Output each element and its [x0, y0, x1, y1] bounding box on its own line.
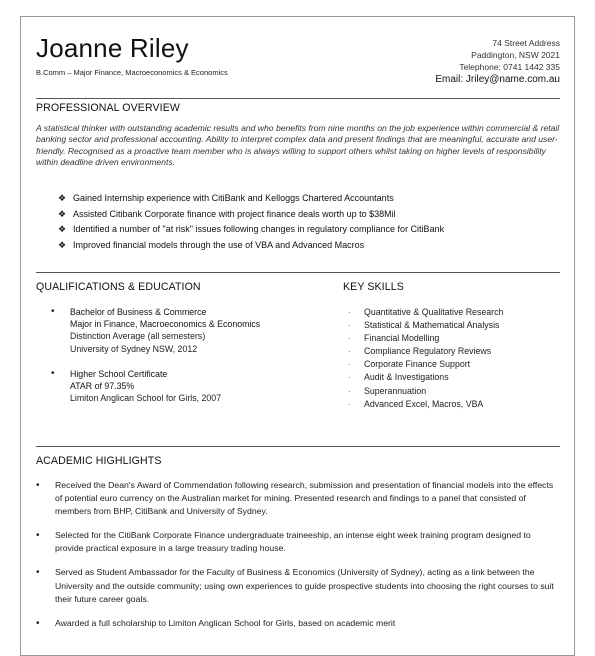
list-item: · Corporate Finance Support — [348, 358, 503, 371]
bullet-icon: · — [348, 347, 351, 357]
bullet-icon: • — [36, 530, 40, 542]
list-item: · Quantitative & Qualitative Research — [348, 306, 503, 319]
qualification-title: Higher School Certificate — [70, 368, 168, 379]
list-item: • Received the Dean's Award of Commendation following research, submission and presentation of financial models into the effects of potential euro currency on the Australian market for mining. Presented research and findings to a panel that consisted of members from BHP, CitiBank and University of Sydney. — [36, 480, 554, 517]
qualification-institution: University of Sydney NSW, 2012 — [70, 343, 198, 354]
qualifications-heading: QUALIFICATIONS & EDUCATION — [36, 281, 201, 293]
list-item: ❖ Assisted Citibank Corporate finance with project finance deals worth up to $38Mil — [58, 207, 444, 223]
street-address: 74 Street Address — [492, 38, 560, 48]
qualification-institution: Limiton Anglican School for Girls, 2007 — [70, 393, 222, 404]
resume-page — [20, 16, 575, 656]
bullet-icon: • — [36, 480, 40, 491]
divider-header — [36, 98, 560, 99]
qualification-major: Major in Finance, Macroeconomics & Economics — [70, 319, 261, 330]
applicant-name: Joanne Riley — [36, 33, 189, 63]
list-item: · Statistical & Mathematical Analysis — [348, 319, 503, 332]
qualifications-list — [46, 306, 346, 404]
diamond-bullet-icon: ❖ — [58, 224, 67, 234]
telephone: Telephone: 0741 1442 335 — [459, 62, 560, 73]
overview-heading: PROFESSIONAL OVERVIEW — [36, 102, 180, 114]
degree-summary: B.Comm – Major Finance, Macroeconomics & Economics — [36, 68, 228, 77]
list-item: · Financial Modelling — [348, 332, 503, 345]
qualification-entry — [46, 306, 346, 355]
list-item: ❖ Gained Internship experience with CitiBank and Kelloggs Chartered Accountants — [58, 191, 444, 207]
bullet-icon: · — [348, 360, 351, 370]
bullet-icon: · — [348, 373, 351, 383]
bullet-icon: • — [36, 567, 40, 579]
bullet-icon: · — [348, 399, 351, 409]
skills-list — [348, 306, 503, 411]
list-item: • Selected for the CitiBank Corporate Finance undergraduate traineeship, an intense eight week training program designed to provide practical exposure in a large treasury trading house. — [36, 530, 531, 554]
qualification-entry — [46, 368, 346, 405]
bullet-icon: • — [36, 617, 40, 629]
bullet-icon: · — [348, 334, 351, 344]
divider-overview — [36, 272, 560, 273]
email: Email: Jriley@name.com.au — [435, 73, 560, 85]
divider-qualifications — [36, 446, 560, 447]
city-address: Paddington, NSW 2021 — [471, 50, 560, 61]
list-item: · Compliance Regulatory Reviews — [348, 345, 503, 358]
contact-block — [435, 37, 560, 86]
skills-heading: KEY SKILLS — [343, 281, 404, 293]
list-item: ❖ Identified a number of "at risk" issues following changes in regulatory compliance for CitiBank — [58, 222, 444, 238]
diamond-bullet-icon: ❖ — [58, 208, 67, 219]
list-item: · Audit & Investigations — [348, 371, 503, 384]
bullet-icon: • — [51, 367, 55, 379]
academic-list — [36, 479, 556, 641]
list-item: · Advanced Excel, Macros, VBA — [348, 398, 503, 411]
qualification-title: Bachelor of Business & Commerce — [70, 307, 207, 317]
qualification-detail: Distinction Average (all semesters) — [70, 331, 206, 342]
list-item: · Superannuation — [348, 385, 503, 398]
list-item: ❖ Improved financial models through the use of VBA and Advanced Macros — [58, 238, 444, 254]
diamond-bullet-icon: ❖ — [58, 239, 67, 250]
bullet-icon: · — [348, 321, 351, 331]
qualification-score: ATAR of 97.35% — [70, 381, 135, 392]
diamond-bullet-icon: ❖ — [58, 193, 67, 203]
academic-heading: ACADEMIC HIGHLIGHTS — [36, 455, 162, 467]
bullet-icon: · — [348, 386, 351, 396]
overview-highlights — [58, 191, 444, 253]
overview-summary: A statistical thinker with outstanding academic results and who benefits from nine months on the job experience within commercial & retail banking sector and professional accounting. Ability to interpret complex data and present findings that are meaningful, accurate and user-friendly. Recognised as a proactive team member who is always willing to support others whilst taking on higher levels of responsibility within deadline driven environments. — [36, 123, 560, 167]
list-item: • Served as Student Ambassador for the Faculty of Business & Economics (University of Sydney), acting as a link between the University and the outside community; using own experiences to guide prospective students into choosing the right courses to suit their future career goals. — [36, 567, 554, 604]
bullet-icon: · — [348, 308, 351, 317]
bullet-icon: • — [51, 306, 55, 317]
list-item: • Awarded a full scholarship to Limiton Anglican School for Girls, based on academic merit — [36, 617, 396, 629]
